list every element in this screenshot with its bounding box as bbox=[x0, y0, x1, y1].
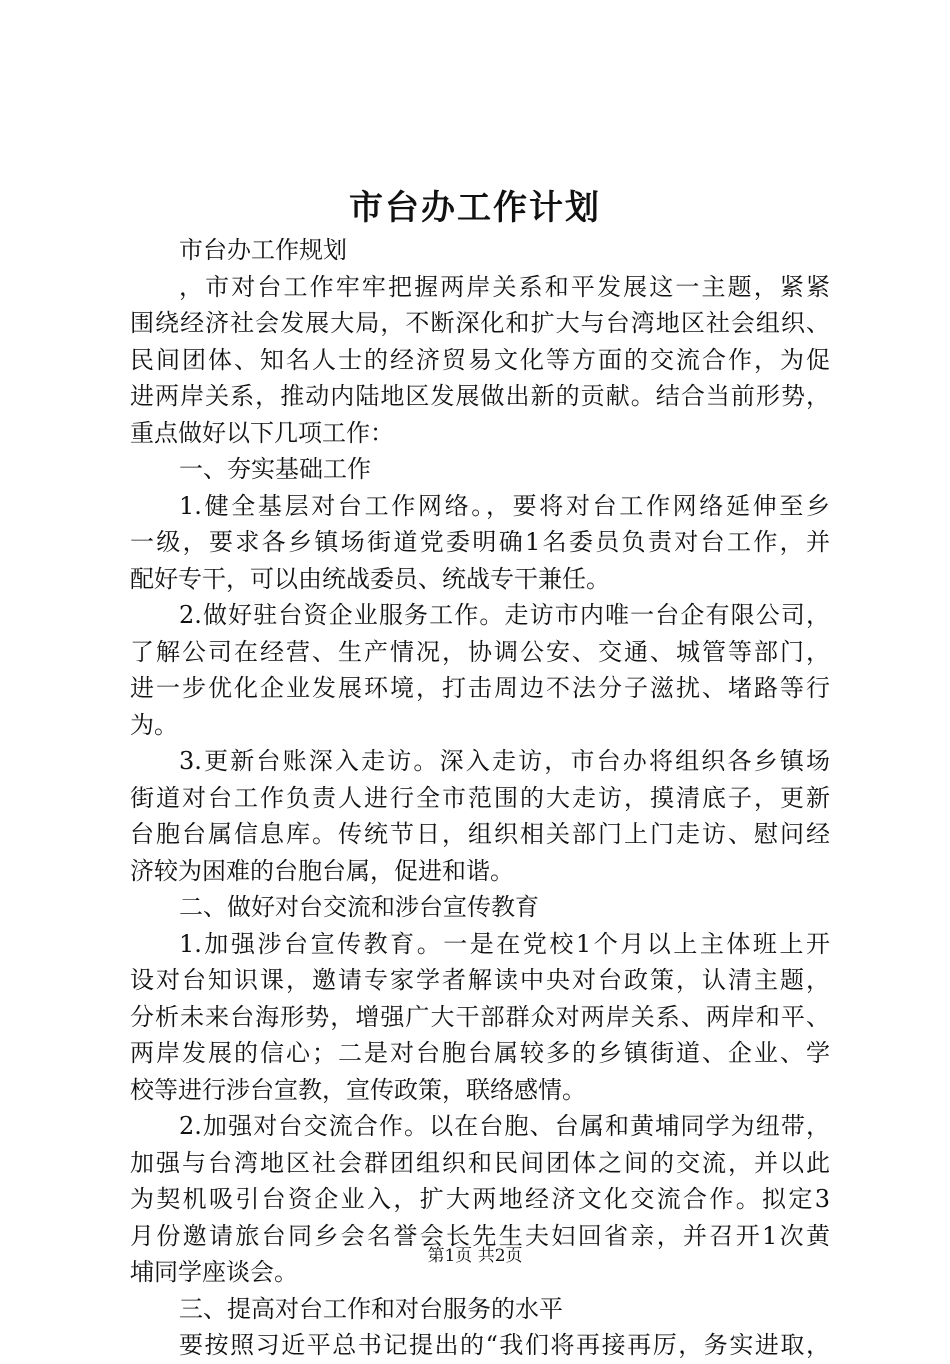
paragraph-line: 了解公司在经营、生产情况，协调公安、交通、城管等部门， bbox=[130, 637, 830, 666]
paragraph-line: 进一步优化企业发展环境，打击周边不法分子滋扰、堵路等行 bbox=[130, 674, 830, 702]
paragraph-line: 校等进行涉台宣教，宣传政策，联络感情。 bbox=[130, 1075, 586, 1104]
paragraph-line: 设对台知识课，邀请专家学者解读中央对台政策，认清主题， bbox=[130, 966, 830, 994]
paragraph-line: 街道对台工作负责人进行全市范围的大走访，摸清底子，更新 bbox=[130, 783, 830, 812]
paragraph-line: 市台办工作规划 bbox=[179, 236, 347, 264]
paragraph-line: 1.加强涉台宣传教育。一是在党校1个月以上主体班上开 bbox=[179, 929, 830, 958]
paragraph-line: 3.更新台账深入走访。深入走访，市台办将组织各乡镇场 bbox=[179, 747, 830, 775]
paragraph-line: 埔同学座谈会。 bbox=[130, 1258, 298, 1286]
document-title: 市台办工作计划 bbox=[349, 188, 601, 228]
paragraph-line: 要按照习近平总书记提出的“我们将再接再厉，务实进取， bbox=[179, 1331, 830, 1359]
section-heading: 一、夯实基础工作 bbox=[179, 455, 371, 483]
paragraph-line: 围绕经济社会发展大局，不断深化和扩大与台湾地区社会组织、 bbox=[130, 309, 830, 337]
paragraph-line: 2.加强对台交流合作。以在台胞、台属和黄埔同学为纽带， bbox=[179, 1112, 830, 1140]
paragraph-line: 济较为困难的台胞台属，促进和谐。 bbox=[130, 856, 514, 885]
paragraph-line: 1.健全基层对台工作网络。，要将对台工作网络延伸至乡 bbox=[179, 491, 830, 520]
section-heading: 二、做好对台交流和涉台宣传教育 bbox=[179, 893, 539, 921]
paragraph-line: 两岸发展的信心；二是对台胞台属较多的乡镇街道、企业、学 bbox=[130, 1039, 830, 1067]
paragraph-line: 台胞台属信息库。传统节日，组织相关部门上门走访、慰问经 bbox=[130, 820, 830, 848]
paragraph-line: 为。 bbox=[130, 710, 178, 739]
paragraph-line: 重点做好以下几项工作： bbox=[130, 418, 394, 447]
paragraph-line: 进两岸关系，推动内陆地区发展做出新的贡献。结合当前形势， bbox=[130, 382, 830, 410]
paragraph-line: 民间团体、知名人士的经济贸易文化等方面的交流合作，为促 bbox=[130, 345, 830, 374]
document-body bbox=[130, 232, 830, 1364]
paragraph-line: 分析未来台海形势，增强广大干部群众对两岸关系、两岸和平、 bbox=[130, 1002, 830, 1031]
section-heading: 三、提高对台工作和对台服务的水平 bbox=[179, 1294, 563, 1323]
paragraph-line: ，市对台工作牢牢把握两岸关系和平发展这一主题，紧紧 bbox=[179, 272, 830, 301]
paragraph-line: 加强与台湾地区社会群团组织和民间团体之间的交流，并以此 bbox=[130, 1148, 830, 1177]
paragraph-line: 月份邀请旅台同乡会名誉会长先生夫妇回省亲，并召开1次黄 bbox=[130, 1221, 830, 1250]
paragraph-line: 为契机吸引台资企业入，扩大两地经济文化交流合作。拟定3 bbox=[130, 1185, 830, 1213]
page-footer: 第1页 共2页 bbox=[427, 1246, 523, 1266]
paragraph-line: 一级，要求各乡镇场街道党委明确1名委员负责对台工作，并 bbox=[130, 528, 830, 556]
paragraph-line: 配好专干，可以由统战委员、统战专干兼任。 bbox=[130, 564, 610, 593]
paragraph-line: 2.做好驻台资企业服务工作。走访市内唯一台企有限公司， bbox=[179, 601, 830, 629]
